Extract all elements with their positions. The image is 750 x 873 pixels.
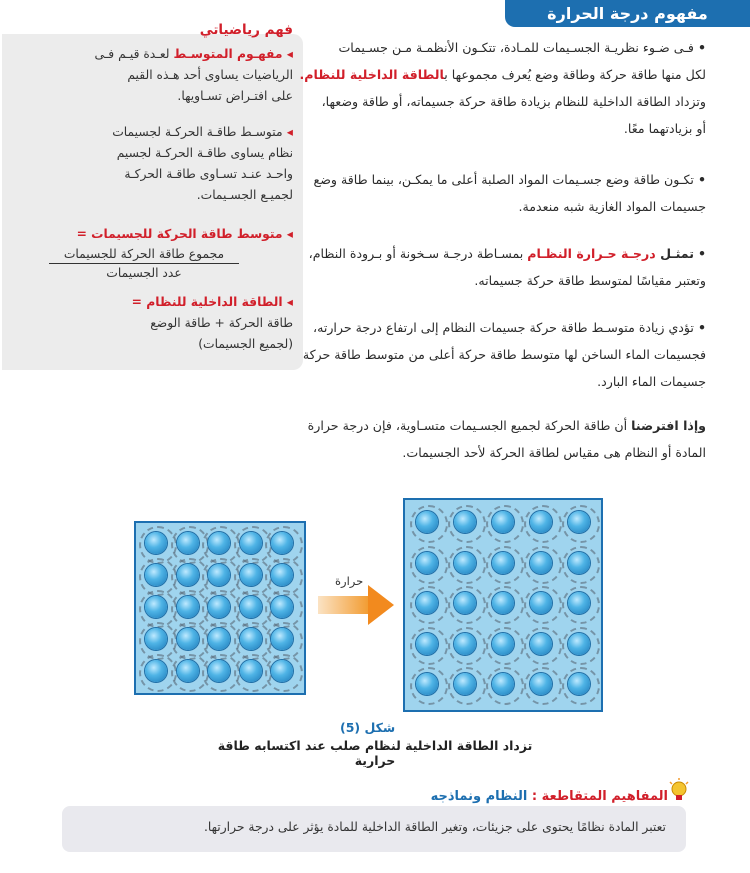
particle [271,660,293,682]
particle [177,596,199,618]
particle [416,673,438,695]
particle [416,592,438,614]
lightbulb-icon [668,778,690,804]
crosscutting-box [62,806,686,852]
figure-caption: تزداد الطاقة الداخلية لنظام صلب عند اكتسابه طاقة حرارية [217,738,533,768]
particle [271,628,293,650]
particle [177,532,199,554]
paragraph-assumption: وإذا افترضنا أن طاقة الحركة لجميع الجسـيمات متسـاوية، فإن درجة حرارة المادة أو النظام هى مقياس لطاقة الحركة لأحد الجسيمات. [307,418,706,460]
paragraph-potential: •تكـون طاقة وضع جسـيمات المواد الصلبة أعلى ما يمكـن، بينما طاقة وضع جسيمات المواد الغازية شبه منعدمة. [313,172,706,214]
particle [530,673,552,695]
particle [240,596,262,618]
particle [208,532,230,554]
crosscutting-title: المفاهيم المتقاطعة : النظام ونماذجه [430,789,668,804]
page-title: مفهوم درجة الحرارة [505,0,750,27]
particle [568,511,590,533]
heat-arrow [318,596,370,614]
particle [454,673,476,695]
particle [530,633,552,655]
particle [568,673,590,695]
solid-after-heating [403,498,603,712]
particle [208,628,230,650]
particle [454,552,476,574]
particle [454,592,476,614]
particle [145,596,167,618]
particle [454,633,476,655]
crosscutting-text: تعتبر المادة نظامًا يحتوى على جزيئات، وتغير الطاقة الداخلية للمادة يؤثر على درجة حرارتها. [203,820,666,834]
particle [454,511,476,533]
particle [492,633,514,655]
particle [416,633,438,655]
heat-arrow-head [368,585,394,625]
particle [568,633,590,655]
particle [271,564,293,586]
particle [530,592,552,614]
heat-arrow-label: حرارة [335,574,364,588]
figure-number: شكل (5) [340,720,396,735]
particle [416,552,438,574]
particle [492,552,514,574]
particle [568,552,590,574]
particle [208,564,230,586]
particle [208,660,230,682]
particle [145,628,167,650]
particle [530,552,552,574]
particle [492,592,514,614]
particle [240,532,262,554]
particle [271,596,293,618]
avg-ke-fraction: مجموع طاقة الحركة للجسيمات عدد الجسيمات [49,247,239,280]
avg-ke-formula-label: ◂ متوسط طاقة الحركة للجسيمات = [76,227,293,241]
particle [177,628,199,650]
particle [177,564,199,586]
paragraph-particles: •فـى ضـوء نظريـة الجسـيمات للمـادة، تتكـون الأنظمـة مـن جسـيمات لكل منها طاقة حركة وطاقة وضع يُعرف مجموعها بالطاقة الداخلية للنظام. وتزداد الطاقة الداخلية للنظام بزيادة طاقة حركة جسيماته، أو طاقة وضعها، أو بزيادتهما معًا. [299,40,706,136]
particle [240,660,262,682]
sidebar-item-avg-ke: ◂ متوسـط طاقـة الحركـة لجسيمات نظام يساوى طاقـة الحركـة لجسيم واحـد عنـد تسـاوى طاقـة الحركـة لجميـع الجسـيمات. [112,125,293,202]
math-sidebar [2,22,303,370]
particle [492,673,514,695]
particle [271,532,293,554]
particle [416,511,438,533]
particle [492,511,514,533]
particle [240,628,262,650]
sidebar-heading: فهم رياضياتي [199,22,293,38]
sidebar-item-average: ◂ مفهـوم المتوسـط لعـدة قيـم فـى الرياضيات يساوى أحد هـذه القيم على افتـراض تسـاويها. [94,47,293,103]
paragraph-temperature: •تمثـل درجـة حـرارة النظـام بمسـاطة درجـة سـخونة أو بـرودة النظام، وتعتبر مقياسًا لمتوسط طاقة حركة جسيماته. [308,246,706,288]
particle [240,564,262,586]
solid-before-heating [134,521,306,695]
paragraph-hot-cold: •تؤدي زيادة متوسـط طاقة حركة جسيمات النظام إلى ارتفاع درجة حرارته، فجسيمات الماء الساخن لها متوسط طاقة حركة أعلى من متوسط طاقة حركة جسيمات الماء البارد. [302,320,706,389]
particle [208,596,230,618]
particle [145,660,167,682]
internal-energy-formula: ◂ الطاقة الداخلية للنظام = طاقة الحركة + طاقة الوضع (لجميع الجسيمات) [131,295,293,351]
particle [568,592,590,614]
particle [177,660,199,682]
particle [145,564,167,586]
particle [145,532,167,554]
particle [530,511,552,533]
